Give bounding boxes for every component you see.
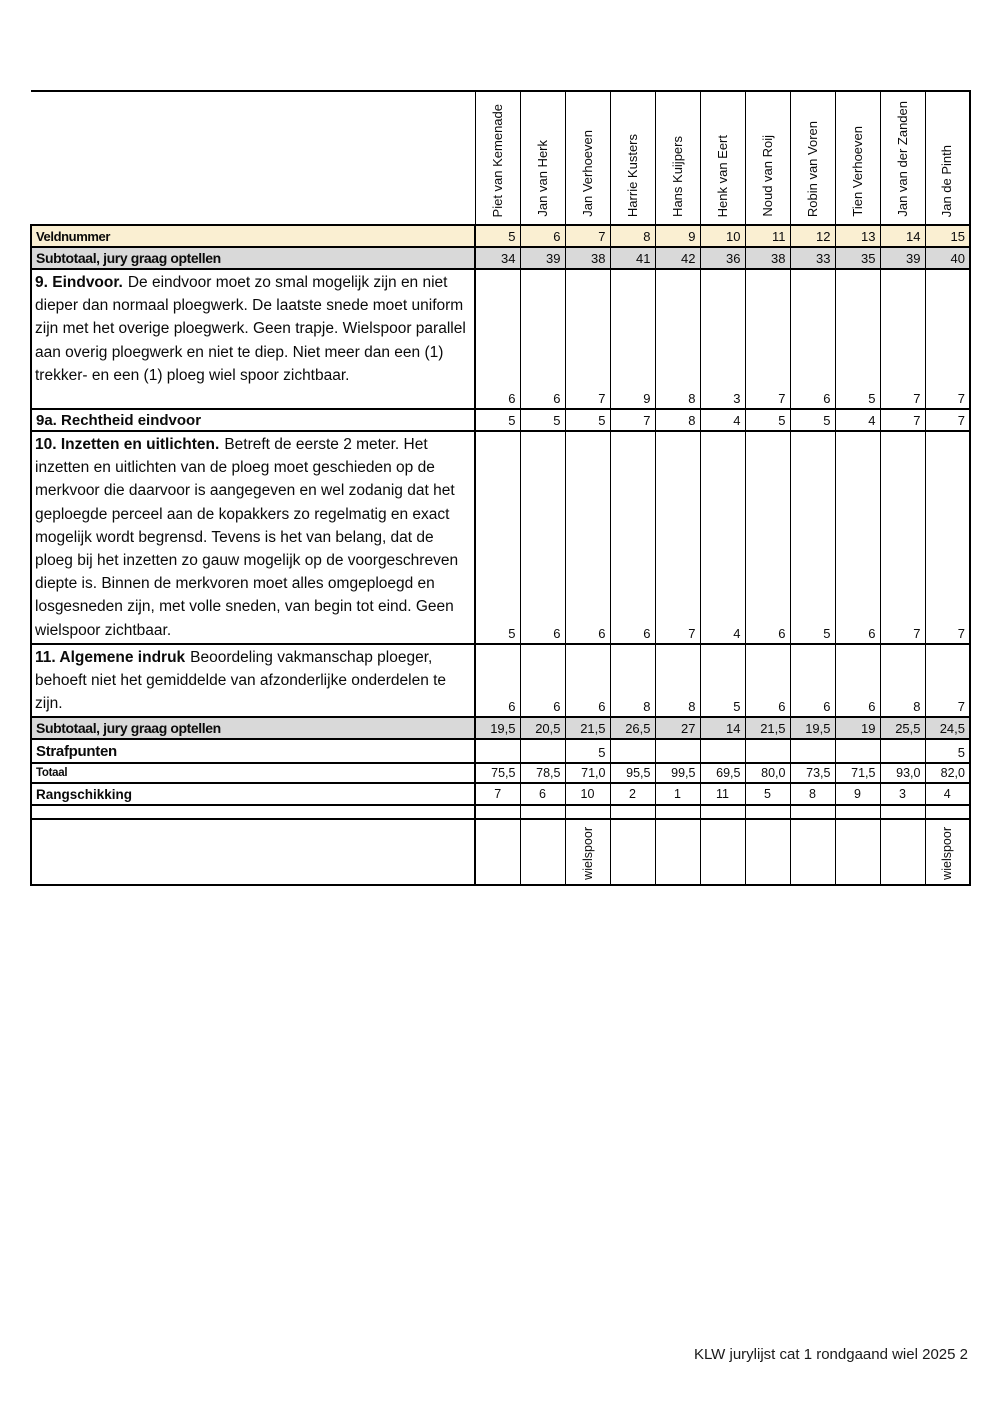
score-cell: 5	[475, 409, 520, 431]
note-cell	[610, 819, 655, 885]
judge-name-cell-text: Piet van Kemenade	[489, 103, 505, 217]
score-cell: 6	[520, 644, 565, 718]
subtotal-cell: 33	[790, 247, 835, 269]
row-label-totaal: Totaal	[31, 763, 475, 783]
row-label-strafpunten: Strafpunten	[31, 739, 475, 763]
score-cell: 7	[880, 409, 925, 431]
judge-name-cell-text: Jan de Pinth	[939, 144, 955, 217]
penalty-cell	[880, 739, 925, 763]
judge-name-cell-text: Jan Verhoeven	[579, 130, 595, 217]
judge-name-cell-text: Henk van Eert	[714, 134, 730, 217]
empty-cell	[565, 805, 610, 819]
judge-name-cell	[520, 91, 565, 225]
veldnummer-cell: 6	[520, 225, 565, 247]
veldnummer-cell: 15	[925, 225, 970, 247]
subtotal-cell: 19,5	[475, 717, 520, 739]
table-row-spacer	[31, 805, 970, 819]
subtotal-cell: 38	[565, 247, 610, 269]
table-row-rangschikking	[31, 783, 970, 805]
score-cell: 6	[475, 269, 520, 409]
veldnummer-cell: 13	[835, 225, 880, 247]
score-cell: 4	[835, 409, 880, 431]
score-cell: 6	[565, 644, 610, 718]
section-10-text: Betreft de eerste 2 meter. Het inzetten en uitlichten van de ploeg moet geschieden op de merkvoor die daarvoor is aangegeven en wel zodanig dat het geploegde perceel aan de kopakkers zo regelmatig en exact mogelijk wordt begrensd. Tevens is het van belang, dat de ploeg bij het inzetten zo gauw mogelijk op de voorgeschreven diepte is. Binnen de merkvoren moet alles omgeploegd en losgesneden zijn, met volle sneden, van begin tot eind. Geen wielspoor zichtbaar.	[35, 436, 459, 639]
row-label-subtotal-2: Subtotaal, jury graag optellen	[31, 717, 475, 739]
empty-cell	[655, 805, 700, 819]
score-cell: 4	[700, 409, 745, 431]
empty-cell	[475, 805, 520, 819]
score-cell: 4	[700, 431, 745, 644]
rank-cell: 11	[700, 783, 745, 805]
rank-cell: 4	[925, 783, 970, 805]
total-cell: 99,5	[655, 763, 700, 783]
judge-name-cell-text: Jan van Herk	[534, 140, 550, 217]
veldnummer-cell: 11	[745, 225, 790, 247]
score-cell: 7	[655, 431, 700, 644]
row-label-subtotal-1: Subtotaal, jury graag optellen	[31, 247, 475, 269]
penalty-cell: 5	[925, 739, 970, 763]
score-cell: 5	[745, 409, 790, 431]
penalty-cell	[655, 739, 700, 763]
subtotal-cell: 39	[880, 247, 925, 269]
judge-name-cell	[565, 91, 610, 225]
total-cell: 75,5	[475, 763, 520, 783]
note-cell	[565, 819, 610, 885]
total-cell: 71,0	[565, 763, 610, 783]
total-cell: 80,0	[745, 763, 790, 783]
empty-cell	[610, 805, 655, 819]
total-cell: 93,0	[880, 763, 925, 783]
subtotal-cell: 38	[745, 247, 790, 269]
note-cell-text: wielspoor	[940, 826, 955, 880]
penalty-cell	[700, 739, 745, 763]
judge-name-cell	[700, 91, 745, 225]
score-cell: 6	[745, 644, 790, 718]
penalty-cell	[475, 739, 520, 763]
subtotal-cell: 20,5	[520, 717, 565, 739]
section-10-title: 10. Inzetten en uitlichten.	[35, 436, 220, 453]
total-cell: 78,5	[520, 763, 565, 783]
subtotal-cell: 35	[835, 247, 880, 269]
subtotal-cell: 27	[655, 717, 700, 739]
score-cell: 8	[655, 269, 700, 409]
subtotal-cell: 14	[700, 717, 745, 739]
penalty-cell	[790, 739, 835, 763]
table-row-subtotal-1	[31, 247, 970, 269]
score-cell: 8	[880, 644, 925, 718]
subtotal-cell: 41	[610, 247, 655, 269]
score-cell: 7	[880, 431, 925, 644]
note-cell	[655, 819, 700, 885]
score-cell: 3	[700, 269, 745, 409]
score-cell: 6	[790, 269, 835, 409]
rank-cell: 6	[520, 783, 565, 805]
subtotal-cell: 26,5	[610, 717, 655, 739]
score-cell: 6	[475, 644, 520, 718]
subtotal-cell: 42	[655, 247, 700, 269]
score-cell: 8	[610, 644, 655, 718]
judge-name-cell	[610, 91, 655, 225]
score-cell: 8	[655, 644, 700, 718]
judge-name-cell	[475, 91, 520, 225]
header-spacer-cell	[31, 91, 475, 225]
subtotal-cell: 19,5	[790, 717, 835, 739]
empty-cell	[790, 805, 835, 819]
veldnummer-cell: 14	[880, 225, 925, 247]
table-row-notes	[31, 819, 970, 885]
rank-cell: 2	[610, 783, 655, 805]
subtotal-cell: 39	[520, 247, 565, 269]
empty-cell	[880, 805, 925, 819]
total-cell: 71,5	[835, 763, 880, 783]
row-label-veldnummer: Veldnummer	[31, 225, 475, 247]
penalty-cell	[745, 739, 790, 763]
note-cell	[700, 819, 745, 885]
score-cell: 5	[475, 431, 520, 644]
page-footer: KLW jurylijst cat 1 rondgaand wiel 2025 2	[693, 1346, 968, 1363]
score-cell: 6	[565, 431, 610, 644]
score-cell: 7	[880, 269, 925, 409]
subtotal-cell: 25,5	[880, 717, 925, 739]
subtotal-cell: 24,5	[925, 717, 970, 739]
table-row-veldnummer	[31, 225, 970, 247]
score-cell: 6	[790, 644, 835, 718]
total-cell: 82,0	[925, 763, 970, 783]
empty-cell	[700, 805, 745, 819]
section-11-description	[31, 644, 475, 718]
score-cell: 7	[565, 269, 610, 409]
table-row-section-11	[31, 644, 970, 718]
score-cell: 7	[610, 409, 655, 431]
table-row-subtotal-2	[31, 717, 970, 739]
judge-name-cell	[790, 91, 835, 225]
rank-cell: 9	[835, 783, 880, 805]
section-10-description	[31, 431, 475, 644]
score-cell: 7	[925, 409, 970, 431]
score-cell: 5	[520, 409, 565, 431]
subtotal-cell: 40	[925, 247, 970, 269]
total-cell: 95,5	[610, 763, 655, 783]
subtotal-cell: 19	[835, 717, 880, 739]
score-cell: 6	[835, 644, 880, 718]
note-cell	[520, 819, 565, 885]
judge-name-cell-text: Jan van der Zanden	[894, 101, 910, 217]
score-cell: 5	[790, 431, 835, 644]
table-row-judges	[31, 91, 970, 225]
jury-score-table	[30, 90, 971, 886]
subtotal-cell: 21,5	[565, 717, 610, 739]
rank-cell: 1	[655, 783, 700, 805]
subtotal-cell: 36	[700, 247, 745, 269]
empty-cell	[520, 805, 565, 819]
score-cell: 6	[610, 431, 655, 644]
judge-name-cell	[880, 91, 925, 225]
section-11-text: Beoordeling vakmanschap ploeger, behoeft niet het gemiddelde van afzonderlijke onderdelen te zijn.	[35, 648, 447, 713]
rank-cell: 5	[745, 783, 790, 805]
row-label-rangschikking: Rangschikking	[31, 783, 475, 805]
score-cell: 7	[745, 269, 790, 409]
table-row-totaal	[31, 763, 970, 783]
note-cell	[475, 819, 520, 885]
score-cell: 6	[835, 431, 880, 644]
penalty-cell	[520, 739, 565, 763]
total-cell: 69,5	[700, 763, 745, 783]
penalty-cell	[835, 739, 880, 763]
score-cell: 5	[565, 409, 610, 431]
empty-cell	[835, 805, 880, 819]
table-row-section-9	[31, 269, 970, 409]
subtotal-cell: 21,5	[745, 717, 790, 739]
judge-name-cell-text: Noud van Roij	[759, 135, 775, 217]
judge-name-cell	[745, 91, 790, 225]
judge-name-cell	[655, 91, 700, 225]
empty-cell	[925, 805, 970, 819]
score-cell: 5	[790, 409, 835, 431]
note-cell	[925, 819, 970, 885]
section-9-text: De eindvoor moet zo smal mogelijk zijn en niet dieper dan normaal ploegwerk. De laatste snede moet uniform zijn met het overige ploegwerk. Geen trapje. Wielspoor parallel aan overig ploegwerk en niet te diep. Niet meer dan een (1) trekker- en een (1) ploeg wiel spoor zichtbaar.	[35, 274, 466, 384]
score-cell: 9	[610, 269, 655, 409]
judge-name-cell	[835, 91, 880, 225]
penalty-cell	[610, 739, 655, 763]
veldnummer-cell: 5	[475, 225, 520, 247]
score-cell: 7	[925, 431, 970, 644]
table-row-9a	[31, 409, 970, 431]
score-cell: 7	[925, 644, 970, 718]
section-9-title: 9. Eindvoor.	[35, 274, 123, 291]
judge-name-cell	[925, 91, 970, 225]
total-cell: 73,5	[790, 763, 835, 783]
spacer-label-cell	[31, 805, 475, 819]
table-row-section-10	[31, 431, 970, 644]
rank-cell: 3	[880, 783, 925, 805]
judge-name-cell-text: Hans Kuijpers	[669, 136, 685, 217]
section-9-description	[31, 269, 475, 409]
note-cell	[880, 819, 925, 885]
veldnummer-cell: 9	[655, 225, 700, 247]
rank-cell: 10	[565, 783, 610, 805]
subtotal-cell: 34	[475, 247, 520, 269]
rank-cell: 7	[475, 783, 520, 805]
row-label-9a: 9a. Rechtheid eindvoor	[31, 409, 475, 431]
judge-name-cell-text: Harrie Kusters	[624, 133, 640, 217]
score-cell: 5	[835, 269, 880, 409]
score-cell: 8	[655, 409, 700, 431]
veldnummer-cell: 12	[790, 225, 835, 247]
table-row-strafpunten	[31, 739, 970, 763]
judge-name-cell-text: Robin van Voren	[804, 120, 820, 217]
score-cell: 6	[520, 431, 565, 644]
score-cell: 6	[520, 269, 565, 409]
rank-cell: 8	[790, 783, 835, 805]
score-cell: 6	[745, 431, 790, 644]
veldnummer-cell: 10	[700, 225, 745, 247]
note-cell	[745, 819, 790, 885]
notes-label-cell	[31, 819, 475, 885]
veldnummer-cell: 7	[565, 225, 610, 247]
note-cell	[790, 819, 835, 885]
veldnummer-cell: 8	[610, 225, 655, 247]
section-11-title: 11. Algemene indruk	[35, 648, 186, 666]
score-cell: 7	[925, 269, 970, 409]
empty-cell	[745, 805, 790, 819]
judge-name-cell-text: Tien Verhoeven	[849, 126, 865, 217]
note-cell-text: wielspoor	[580, 826, 595, 880]
note-cell	[835, 819, 880, 885]
penalty-cell: 5	[565, 739, 610, 763]
score-cell: 5	[700, 644, 745, 718]
